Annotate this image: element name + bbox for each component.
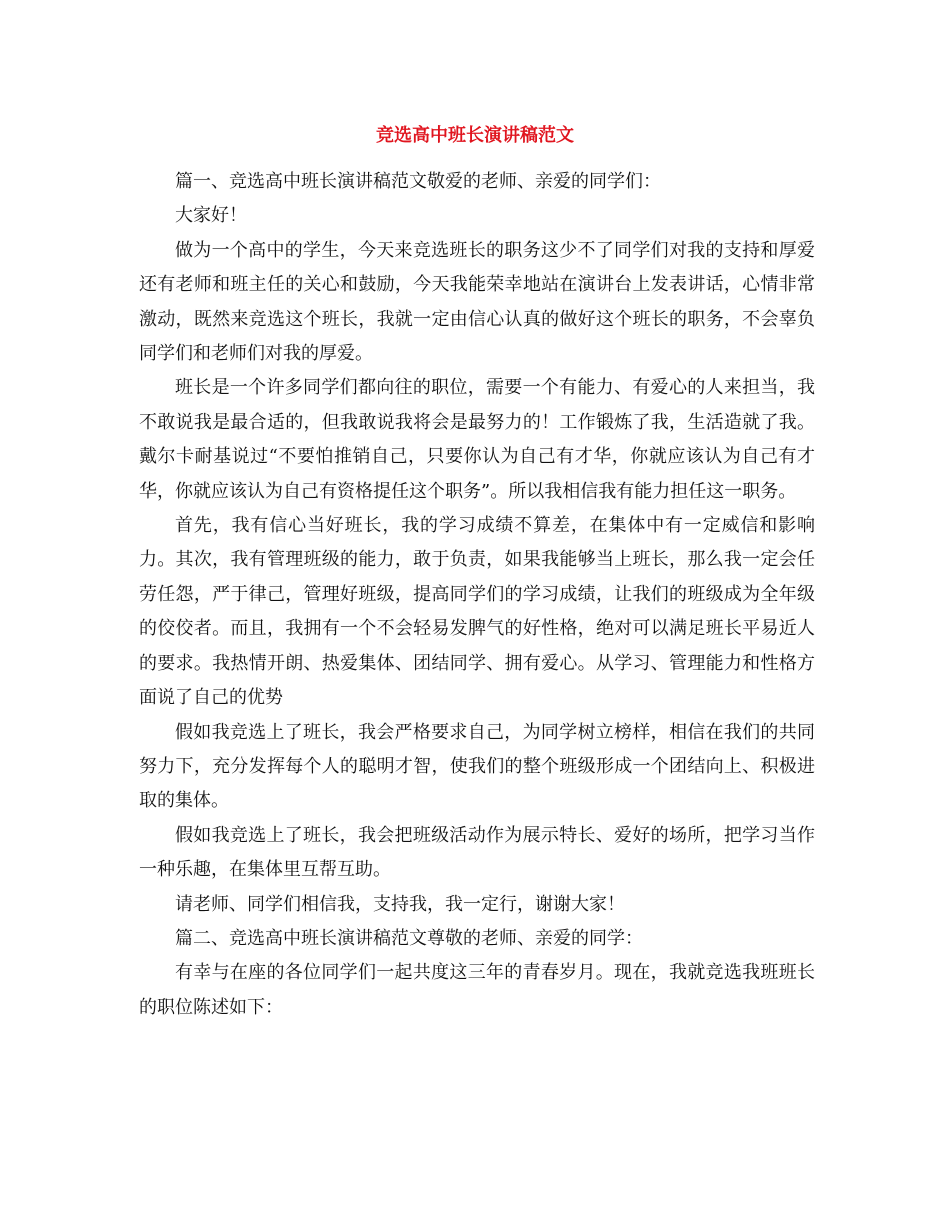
paragraph: 假如我竞选上了班长，我会严格要求自己，为同学树立榜样，相信在我们的共同努力下，充分发挥每个人的聪明才智，使我们的整个班级形成一个团结向上、积极进取的集体。 xyxy=(139,721,815,812)
paragraph: 班长是一个许多同学们都向往的职位，需要一个有能力、有爱心的人来担当，我不敢说我是最合适的，但我敢说我将会是最努力的！工作锻炼了我，生活造就了我。戴尔卡耐基说过“不要怕推销自己，只要你认为自己有才华，你就应该认为自己有才华，你就应该认为自己有资格提任这个职务”。所以我相信我有能力担任这一职务。 xyxy=(139,377,815,502)
paragraph: 做为一个高中的学生，今天来竞选班长的职务这少不了同学们对我的支持和厚爱还有老师和班主任的关心和鼓励，今天我能荣幸地站在演讲台上发表讲话，心情非常激动，既然来竞选这个班长，我就一定由信心认真的做好这个班长的职务，不会辜负同学们和老师们对我的厚爱。 xyxy=(139,239,815,365)
paragraph: 有幸与在座的各位同学们一起共度这三年的青春岁月。现在，我就竞选我班班长的职位陈述如下： xyxy=(139,962,815,1018)
paragraph: 篇一、竞选高中班长演讲稿范文敬爱的老师、亲爱的同学们： xyxy=(175,171,661,192)
document-title: 竞选高中班长演讲稿范文 xyxy=(376,125,574,146)
paragraph: 请老师、同学们相信我，支持我，我一定行，谢谢大家！ xyxy=(175,893,625,915)
paragraph: 假如我竞选上了班长，我会把班级活动作为展示特长、爱好的场所，把学习当作一种乐趣，在集体里互帮互助。 xyxy=(139,824,815,881)
document-body xyxy=(139,165,815,1025)
paragraph: 首先，我有信心当好班长，我的学习成绩不算差，在集体中有一定威信和影响力。其次，我有管理班级的能力，敢于负责，如果我能够当上班长，那么我一定会任劳任怨，严于律己，管理好班级，提高同学们的学习成绩，让我们的班级成为全年级的佼佼者。而且，我拥有一个不会轻易发脾气的好性格，绝对可以满足班长平易近人的要求。我热情开朗、热爱集体、团结同学、拥有爱心。从学习、管理能力和性格方面说了自己的优势 xyxy=(139,515,815,709)
paragraph: 大家好！ xyxy=(175,205,247,227)
paragraph: 篇二、竞选高中班长演讲稿范文尊敬的老师、亲爱的同学： xyxy=(175,927,643,949)
